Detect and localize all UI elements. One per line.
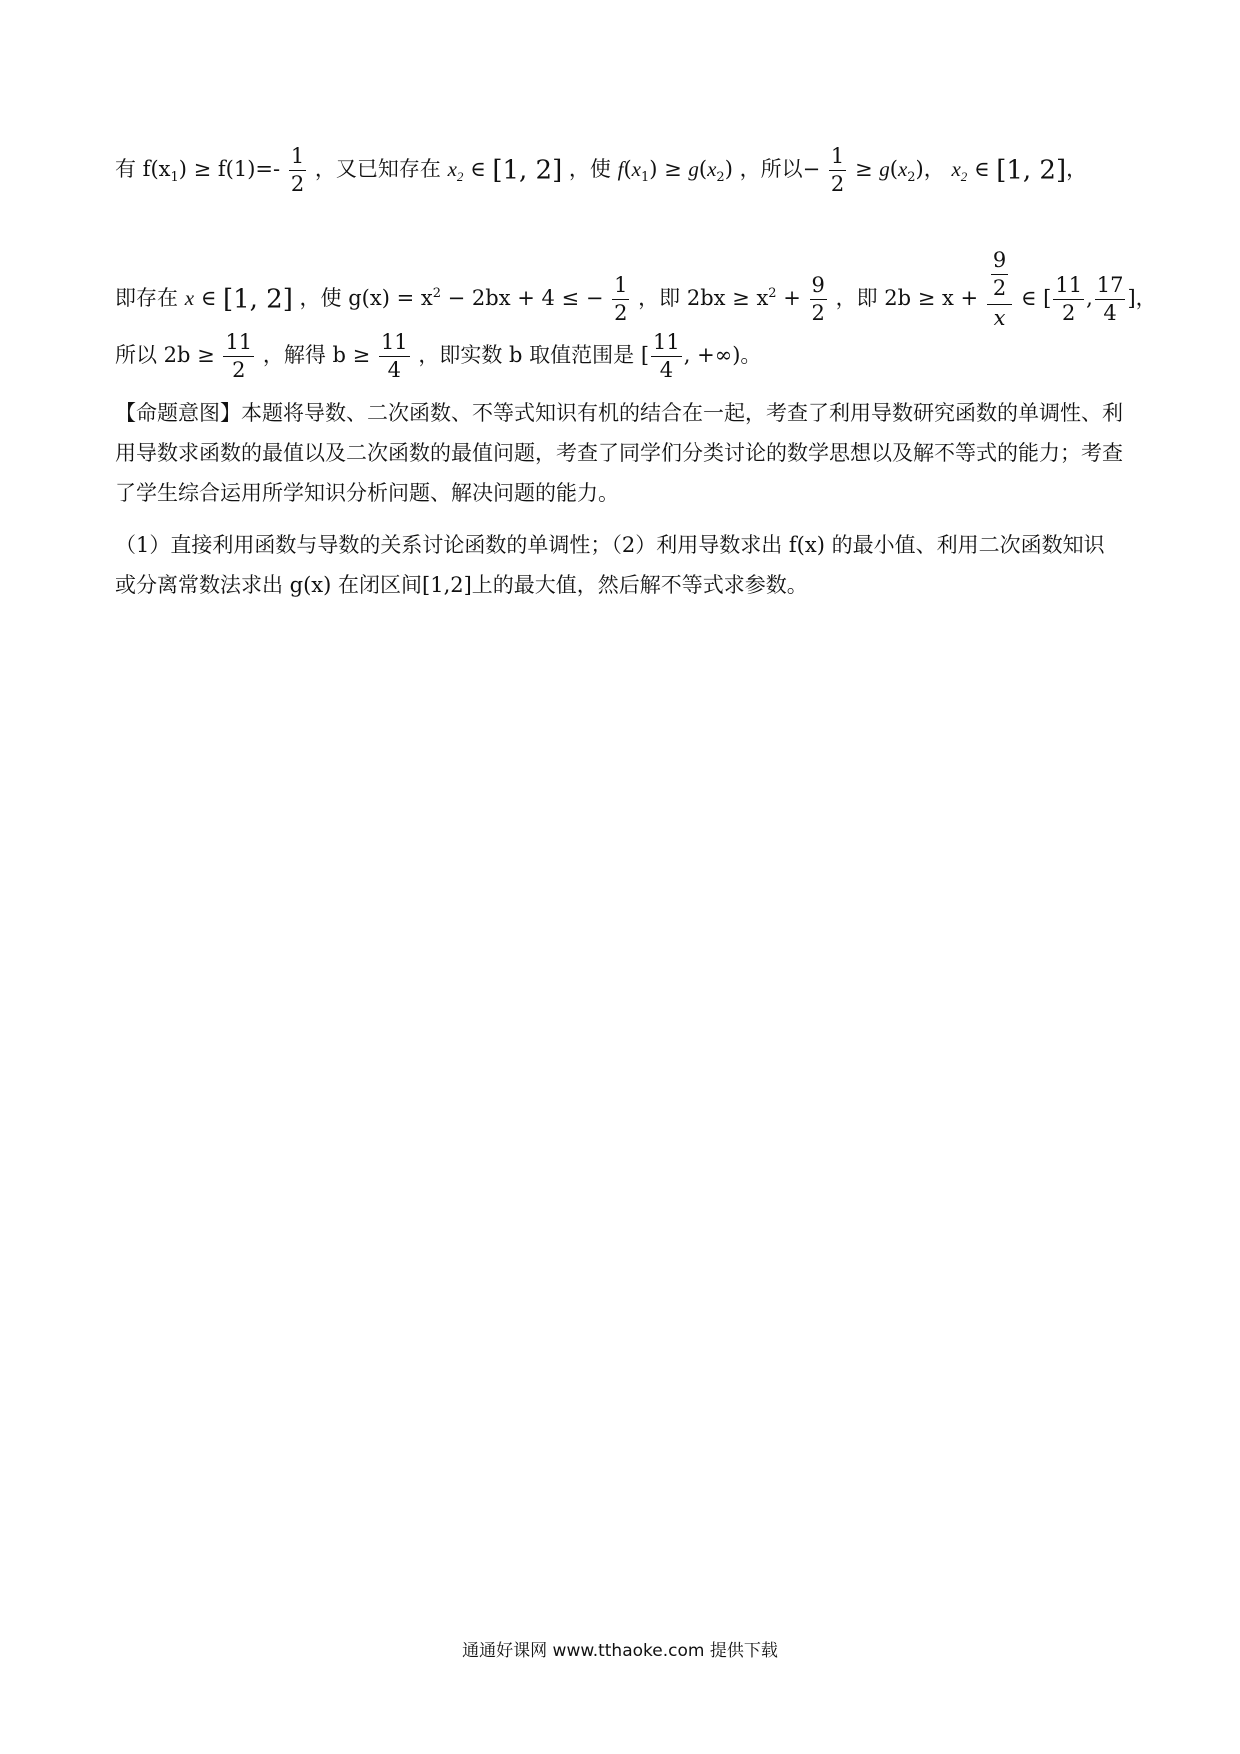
text: ，即 2b ≥ x + [835, 286, 979, 310]
text: ，使 [568, 157, 611, 181]
text: ，解得 b ≥ [262, 343, 371, 367]
var-x2: $x_2$ [951, 157, 968, 185]
fraction: $\frac{11}{4}$ [653, 330, 680, 382]
text: g(x) = x [348, 286, 433, 310]
text: ，所以 [739, 157, 803, 181]
fraction: $\frac{9}{2}$ [811, 273, 825, 325]
superscript: 2 [768, 286, 777, 301]
text: ∈ [200, 286, 217, 310]
fraction: $\frac{1}{2}$ [614, 273, 628, 325]
solution-line-2 [115, 248, 1157, 339]
solution-line-3 [115, 332, 761, 381]
text: ≥ [854, 157, 873, 181]
text: ∈ [470, 157, 486, 181]
expr-g-x2: g [879, 157, 890, 181]
fraction: $\frac{11}{2}$ [225, 330, 253, 382]
interval: [1, 2] [492, 155, 563, 186]
text: ，使 [299, 286, 342, 310]
text: ，又已知存在 [314, 157, 441, 181]
text: , [1086, 286, 1093, 310]
expr-f-x1: f [617, 157, 624, 181]
text: ) ≥ f(1)=- [178, 157, 281, 181]
subscript: 1 [170, 170, 179, 186]
fraction: $\frac{1}{2}$ [830, 144, 845, 196]
var-x: x [184, 286, 195, 310]
text: ，即 2bx ≥ x [638, 286, 769, 310]
fraction: $\frac{11}{4}$ [380, 330, 408, 382]
text: − 2bx + 4 ≤ − [440, 286, 604, 310]
text: ， [1066, 157, 1088, 181]
text: ∈ [973, 157, 990, 181]
text: 所以 2b ≥ [115, 343, 215, 367]
solution-line-1: 有 $f(x_1) \ge f(1)=-$ $\frac{1}{2}$ ，又已知存在 $x_2$ ∈ [1, 2] ，使 $f(x_1) \ge g(x_2)$ ，所以− $\frac{1}{2}$ ≥ $g(x_2)$， $x_2$ ∈ [1, 2]， [115, 144, 1088, 196]
interval: [1, 2] [222, 284, 293, 315]
text: + [776, 286, 801, 310]
text: − [802, 157, 821, 181]
fraction: $\frac{11}{2}$ [1055, 273, 1083, 325]
text: 即存在 [115, 286, 178, 310]
method-paragraph: （1）直接利用函数与导数的关系讨论函数的单调性；（2）利用导数求出 f(x) 的最小值、利用二次函数知识或分离常数法求出 g(x) 在闭区间[1,2]上的最大值，然后解不等式求参数。 [115, 533, 1105, 597]
nested-fraction: $\frac{\frac{9}{2}}{x}$ [987, 250, 1012, 329]
text: ]， [1127, 286, 1157, 310]
superscript: 2 [432, 286, 441, 301]
fraction: $\frac{17}{4}$ [1096, 273, 1124, 325]
text: ， [923, 157, 945, 181]
fraction: $\frac{1}{2}$ [290, 144, 305, 196]
text: ，即实数 b 取值范围是 [ [418, 343, 650, 367]
text: 有 f(x [115, 157, 171, 181]
text: ∈ [ [1020, 286, 1052, 310]
intent-paragraph: 【命题意图】本题将导数、二次函数、不等式知识有机的结合在一起，考查了利用导数研究函数的单调性、利用导数求函数的最值以及二次函数的最值问题，考查了同学们分类讨论的数学思想以及解不等式的能力；考查了学生综合运用所学知识分析问题、解决问题的能力。 [115, 401, 1123, 505]
var-x2: $x_2$ [447, 157, 464, 185]
interval: [1, 2] [996, 155, 1067, 186]
page-footer: 通通好课网 www.tthaoke.com 提供下载 [462, 1641, 778, 1661]
text: , +∞)。 [683, 343, 762, 367]
